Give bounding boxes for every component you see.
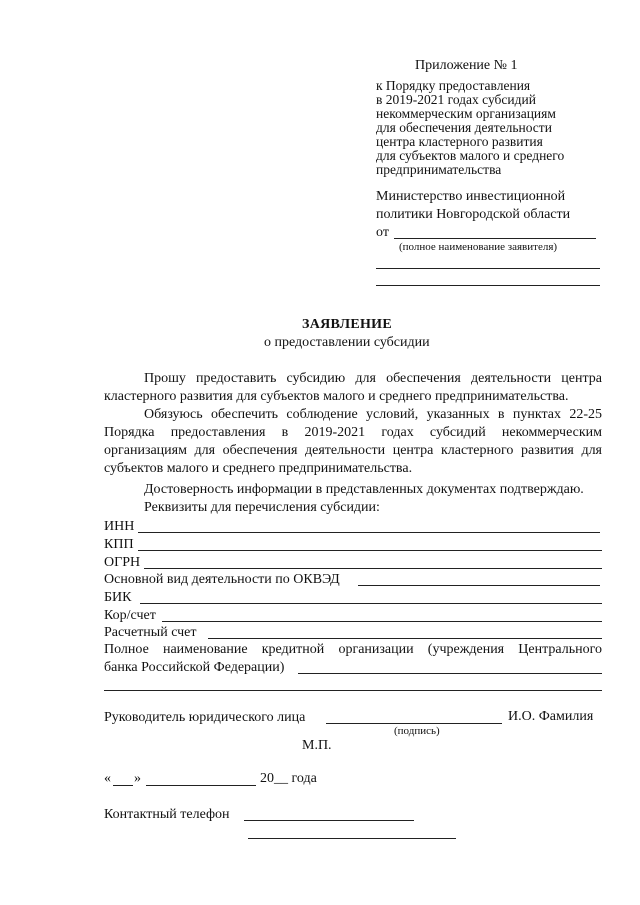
appendix-title: Приложение № 1 xyxy=(415,58,518,73)
signature-name: И.О. Фамилия xyxy=(508,709,594,724)
field-inn-label: ИНН xyxy=(104,519,135,534)
field-okved-label: Основной вид деятельности по ОКВЭД xyxy=(104,572,340,587)
field-kor-line[interactable] xyxy=(162,621,602,622)
addressee-line: политики Новгородской области xyxy=(376,207,571,222)
page-title: ЗАЯВЛЕНИЕ xyxy=(302,317,393,332)
field-rs-label: Расчетный счет xyxy=(104,625,197,640)
date-year: 20__ года xyxy=(260,771,317,786)
appendix-line: для обеспечения деятельности xyxy=(376,120,552,135)
paragraph: Достоверность информации в представленных документах подтверждаю. xyxy=(144,482,584,497)
appendix-line: в 2019-2021 годах субсидий xyxy=(376,92,536,107)
field-kpp-line[interactable] xyxy=(138,550,602,551)
signature-line[interactable] xyxy=(326,723,502,724)
appendix-line: некоммерческим организациям xyxy=(376,106,556,121)
date-open-quote: « xyxy=(104,771,111,786)
page-subtitle: о предоставлении субсидии xyxy=(264,335,430,350)
contact-phone-line-2[interactable] xyxy=(248,838,456,839)
applicant-name-line-2[interactable] xyxy=(376,268,600,269)
applicant-caption: (полное наименование заявителя) xyxy=(399,241,558,253)
field-kpp-label: КПП xyxy=(104,537,134,552)
field-bik-label: БИК xyxy=(104,590,132,605)
from-label: от xyxy=(376,225,389,240)
field-bank-label: Полное наименование кредитной организации (учреждения Центрального xyxy=(104,642,602,657)
contact-label: Контактный телефон xyxy=(104,807,230,822)
paragraph: Обязуюсь обеспечить соблюдение условий, указанных в пунктах 22-25 Порядка предоставления в 2019-2021 годах субсидий некоммерческим организациям для обеспечения деятельности центра кластерного развития для субъектов малого и среднего предпринимательства. xyxy=(104,407,602,476)
field-okved-line[interactable] xyxy=(358,585,600,586)
date-month-line[interactable] xyxy=(146,785,256,786)
appendix-line: предпринимательства xyxy=(376,162,502,177)
signature-caption: (подпись) xyxy=(394,725,440,737)
paragraph: Прошу предоставить субсидию для обеспечения деятельности центра кластерного развития для субъектов малого и среднего предпринимательства. xyxy=(104,371,602,404)
field-bank-line[interactable] xyxy=(298,673,602,674)
field-ogrn-label: ОГРН xyxy=(104,555,141,570)
paragraph: Реквизиты для перечисления субсидии: xyxy=(144,500,380,515)
contact-phone-line[interactable] xyxy=(244,820,414,821)
field-rs-line[interactable] xyxy=(208,638,602,639)
field-bank-label-2: банка Российской Федерации) xyxy=(104,660,285,675)
field-kor-label: Кор/счет xyxy=(104,608,156,623)
field-bank-line-2[interactable] xyxy=(104,690,602,691)
field-bik-line[interactable] xyxy=(140,603,602,604)
date-close-quote: » xyxy=(134,771,141,786)
field-ogrn-line[interactable] xyxy=(144,568,602,569)
signature-label: Руководитель юридического лица xyxy=(104,710,306,725)
appendix-line: к Порядку предоставления xyxy=(376,78,531,93)
applicant-name-line-3[interactable] xyxy=(376,285,600,286)
addressee-line: Министерство инвестиционной xyxy=(376,189,566,204)
appendix-line: для субъектов малого и среднего xyxy=(376,148,565,163)
date-day-line[interactable] xyxy=(113,785,133,786)
appendix-line: центра кластерного развития xyxy=(376,134,543,149)
field-inn-line[interactable] xyxy=(138,532,600,533)
applicant-name-line[interactable] xyxy=(394,238,596,239)
stamp-label: М.П. xyxy=(302,738,332,753)
